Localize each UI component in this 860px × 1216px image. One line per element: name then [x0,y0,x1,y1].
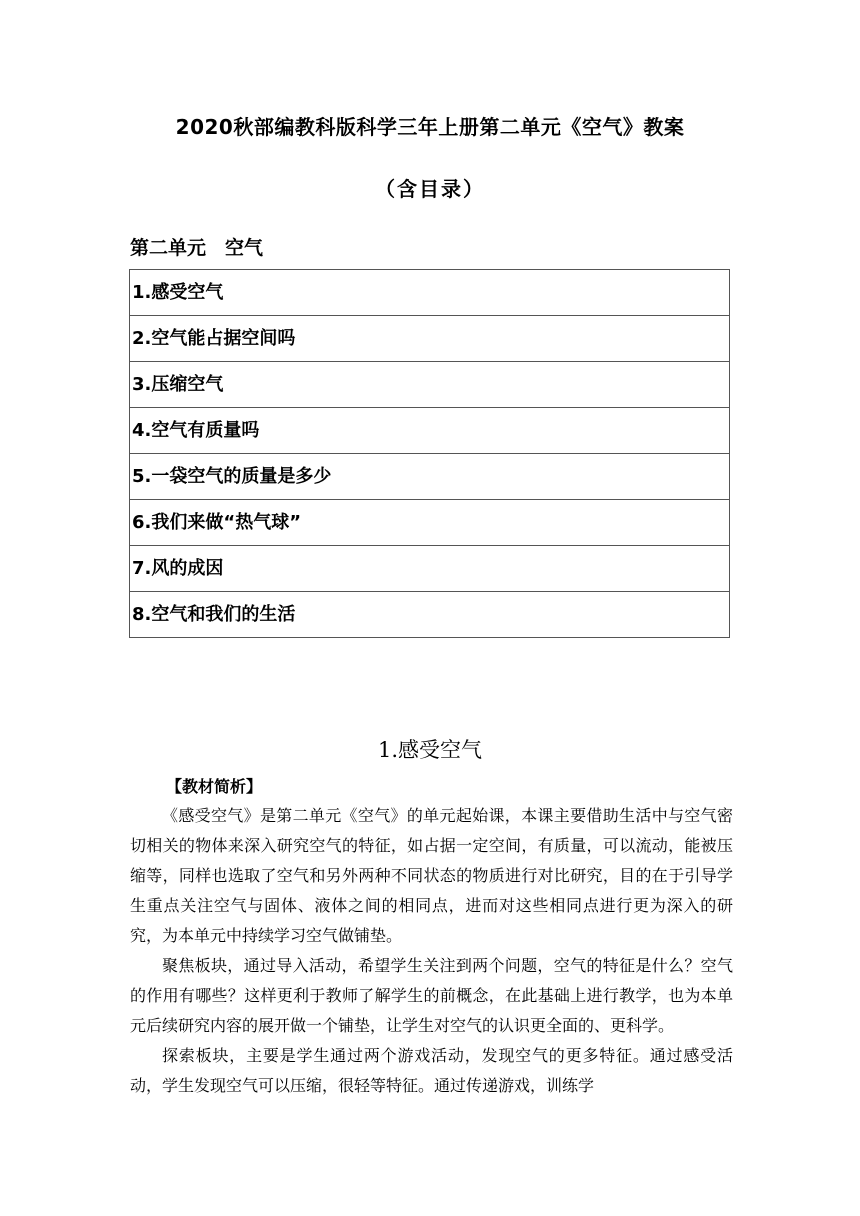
toc-row [130,362,730,408]
toc-item[interactable]: 5.一袋空气的质量是多少 [130,454,730,500]
lesson-title: 1.感受空气 [377,738,483,762]
toc-item[interactable]: 1.感受空气 [130,270,730,316]
toc-item[interactable]: 8.空气和我们的生活 [130,592,730,638]
toc-row [130,316,730,362]
document-title: 2020秋部编教科版科学三年上册第二单元《空气》教案 [175,115,685,139]
body-paragraph: 聚焦板块，通过导入活动，希望学生关注到两个问题，空气的特征是什么？空气的作用有哪些？这样更利于教师了解学生的前概念，在此基础上进行教学，也为本单元后续研究内容的展开做一个铺垫，让学生对空气的认识更全面的、更科学。 [130,956,733,1035]
unit-heading: 第二单元 空气 [130,237,264,259]
toc-row [130,546,730,592]
table-of-contents [129,269,730,638]
toc-item[interactable]: 4.空气有质量吗 [130,408,730,454]
toc-item[interactable]: 6.我们来做“热气球” [130,500,730,546]
document-subtitle: （含目录） [375,177,485,201]
body-paragraph: 探索板块，主要是学生通过两个游戏活动，发现空气的更多特征。通过感受活动，学生发现空气可以压缩，很轻等特征。通过传递游戏，训练学 [130,1046,733,1095]
body-paragraph: 《感受空气》是第二单元《空气》的单元起始课，本课主要借助生活中与空气密切相关的物体来深入研究空气的特征，如占据一定空间，有质量，可以流动，能被压缩等，同样也选取了空气和另外两种不同状态的物质进行对比研究，目的在于引导学生重点关注空气与固体、液体之间的相同点，进而对这些相同点进行更为深入的研究，为本单元中持续学习空气做铺垫。 [130,806,733,945]
toc-row [130,408,730,454]
lesson-body [130,801,733,1101]
toc-row [130,592,730,638]
toc-row [130,270,730,316]
toc-row [130,454,730,500]
toc-item[interactable]: 3.压缩空气 [130,362,730,408]
toc-item[interactable]: 7.风的成因 [130,546,730,592]
toc-item[interactable]: 2.空气能占据空间吗 [130,316,730,362]
section-label: 【教材简析】 [166,777,263,796]
toc-row [130,500,730,546]
